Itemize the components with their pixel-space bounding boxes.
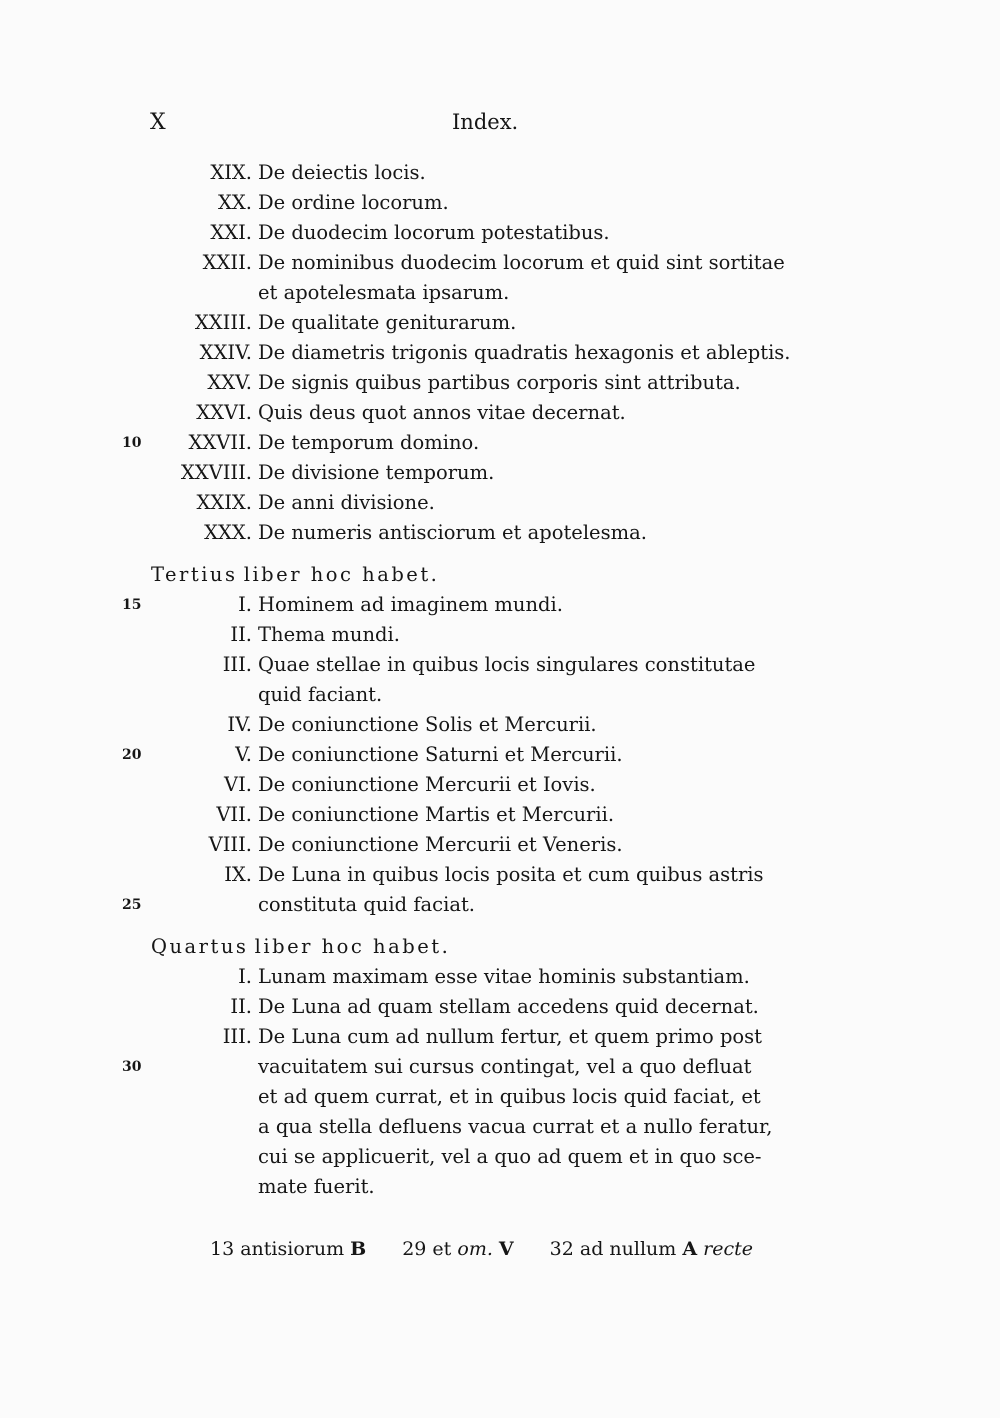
index-entry xyxy=(0,248,1000,278)
page-number: X xyxy=(150,110,166,135)
index-entry xyxy=(0,860,1000,890)
chapter-title-continued: a qua stella defluens vacua currat et a nullo feratur, xyxy=(258,1115,773,1138)
chapter-title-continued: vacuitatem sui cursus contingat, vel a quo defluat xyxy=(258,1055,752,1078)
note-abbrev: om. xyxy=(457,1238,493,1260)
manuscript-siglum: V xyxy=(498,1238,514,1260)
chapter-title: De anni divisione. xyxy=(258,491,435,514)
index-entry xyxy=(0,338,1000,368)
apparatus-note xyxy=(210,1238,366,1260)
chapter-title: De coniunctione Mercurii et Iovis. xyxy=(258,773,596,796)
index-entry xyxy=(0,800,1000,830)
chapter-number: I. xyxy=(238,965,252,988)
index-entry xyxy=(0,428,1000,458)
chapter-title: Lunam maximam esse vitae hominis substantiam. xyxy=(258,965,750,988)
chapter-title: De diametris trigonis quadratis hexagonis et ableptis. xyxy=(258,341,791,364)
chapter-title: De deiectis locis. xyxy=(258,161,426,184)
book-heading xyxy=(0,932,1000,962)
index-entry xyxy=(0,368,1000,398)
chapter-number: VI. xyxy=(224,773,252,796)
chapter-title: De duodecim locorum potestatibus. xyxy=(258,221,610,244)
index-entry xyxy=(0,398,1000,428)
index-entry xyxy=(0,518,1000,548)
chapter-title: De qualitate geniturarum. xyxy=(258,311,517,334)
chapter-title: De coniunctione Mercurii et Veneris. xyxy=(258,833,623,856)
note-remark: recte xyxy=(703,1238,754,1260)
chapter-title: De nominibus duodecim locorum et quid sint sortitae xyxy=(258,251,785,274)
chapter-number: XXVIII. xyxy=(180,461,252,484)
chapter-number: III. xyxy=(222,1025,252,1048)
chapter-number: XXIII. xyxy=(194,311,252,334)
index-entry xyxy=(0,158,1000,188)
chapter-title: Quis deus quot annos vitae decernat. xyxy=(258,401,626,424)
chapter-title: De divisione temporum. xyxy=(258,461,495,484)
line-number: 10 xyxy=(122,435,142,451)
note-text: 13 antisiorum xyxy=(210,1238,345,1260)
chapter-title: De signis quibus partibus corporis sint attributa. xyxy=(258,371,741,394)
chapter-title: De ordine locorum. xyxy=(258,191,449,214)
chapter-title: De temporum domino. xyxy=(258,431,480,454)
chapter-title-continued: quid faciant. xyxy=(258,683,383,706)
chapter-number: VII. xyxy=(216,803,252,826)
chapter-title: De coniunctione Solis et Mercurii. xyxy=(258,713,597,736)
chapter-title: De Luna cum ad nullum fertur, et quem primo post xyxy=(258,1025,763,1048)
chapter-title-continued: et ad quem currat, et in quibus locis quid faciat, et xyxy=(258,1085,761,1108)
critical-apparatus xyxy=(210,1238,753,1260)
chapter-number: XXVII. xyxy=(188,431,252,454)
chapter-title-continued: constituta quid faciat. xyxy=(258,893,475,916)
chapter-title: De numeris antisciorum et apotelesma. xyxy=(258,521,647,544)
note-text: 29 et xyxy=(402,1238,452,1260)
index-entry xyxy=(0,830,1000,860)
index-body xyxy=(0,158,1000,1202)
chapter-title: De Luna ad quam stellam accedens quid decernat. xyxy=(258,995,759,1018)
index-entry xyxy=(0,740,1000,770)
book-heading-rest: liber hoc habet. xyxy=(254,935,451,958)
chapter-number: III. xyxy=(222,653,252,676)
index-entry xyxy=(0,710,1000,740)
index-entry xyxy=(0,488,1000,518)
note-text: 32 ad nullum xyxy=(549,1238,677,1260)
line-number: 30 xyxy=(122,1059,142,1075)
manuscript-siglum: A xyxy=(682,1238,698,1260)
chapter-number: I. xyxy=(238,593,252,616)
chapter-title-continued: cui se applicuerit, vel a quo ad quem et in quo sce- xyxy=(258,1145,762,1168)
chapter-number: XXV. xyxy=(207,371,252,394)
chapter-number: XX. xyxy=(218,191,252,214)
index-entry-continuation xyxy=(0,1142,1000,1172)
index-entry-continuation xyxy=(0,1052,1000,1082)
index-entry-continuation xyxy=(0,1172,1000,1202)
index-entry xyxy=(0,992,1000,1022)
apparatus-note xyxy=(402,1238,513,1260)
chapter-number: XXVI. xyxy=(196,401,252,424)
index-entry xyxy=(0,770,1000,800)
chapter-title: Thema mundi. xyxy=(258,623,400,646)
chapter-title: Hominem ad imaginem mundi. xyxy=(258,593,563,616)
chapter-number: XXIV. xyxy=(199,341,252,364)
manuscript-siglum: B xyxy=(350,1238,367,1260)
line-number: 20 xyxy=(122,747,142,763)
index-entry xyxy=(0,962,1000,992)
index-entry-continuation xyxy=(0,1112,1000,1142)
index-entry xyxy=(0,620,1000,650)
index-entry-continuation xyxy=(0,680,1000,710)
chapter-number: IX. xyxy=(224,863,252,886)
line-number: 25 xyxy=(122,897,142,913)
chapter-title: De coniunctione Saturni et Mercurii. xyxy=(258,743,623,766)
chapter-title: De Luna in quibus locis posita et cum quibus astris xyxy=(258,863,764,886)
index-entry-continuation xyxy=(0,278,1000,308)
index-entry xyxy=(0,458,1000,488)
chapter-title: De coniunctione Martis et Mercurii. xyxy=(258,803,615,826)
running-title: Index. xyxy=(452,110,519,134)
chapter-number: XXI. xyxy=(210,221,252,244)
index-entry xyxy=(0,650,1000,680)
chapter-number: XXII. xyxy=(202,251,252,274)
index-entry xyxy=(0,218,1000,248)
chapter-number: XXIX. xyxy=(196,491,252,514)
line-number: 15 xyxy=(122,597,142,613)
chapter-number: V. xyxy=(235,743,252,766)
chapter-number: VIII. xyxy=(208,833,252,856)
book-heading xyxy=(0,560,1000,590)
apparatus-note xyxy=(550,1238,753,1260)
chapter-number: IV. xyxy=(227,713,252,736)
chapter-number: II. xyxy=(230,995,252,1018)
index-entry xyxy=(0,188,1000,218)
index-entry xyxy=(0,1022,1000,1052)
page-header xyxy=(150,110,840,142)
book-heading-rest: liber hoc habet. xyxy=(243,563,440,586)
chapter-title-continued: mate fuerit. xyxy=(258,1175,375,1198)
index-entry xyxy=(0,590,1000,620)
book-heading-spaced: Quartus xyxy=(151,935,249,958)
chapter-number: II. xyxy=(230,623,252,646)
index-entry-continuation xyxy=(0,890,1000,920)
chapter-title-continued: et apotelesmata ipsarum. xyxy=(258,281,510,304)
chapter-number: XIX. xyxy=(210,161,252,184)
chapter-title: Quae stellae in quibus locis singulares constitutae xyxy=(258,653,756,676)
index-entry xyxy=(0,308,1000,338)
index-entry-continuation xyxy=(0,1082,1000,1112)
book-heading-spaced: Tertius xyxy=(151,563,238,586)
chapter-number: XXX. xyxy=(204,521,252,544)
